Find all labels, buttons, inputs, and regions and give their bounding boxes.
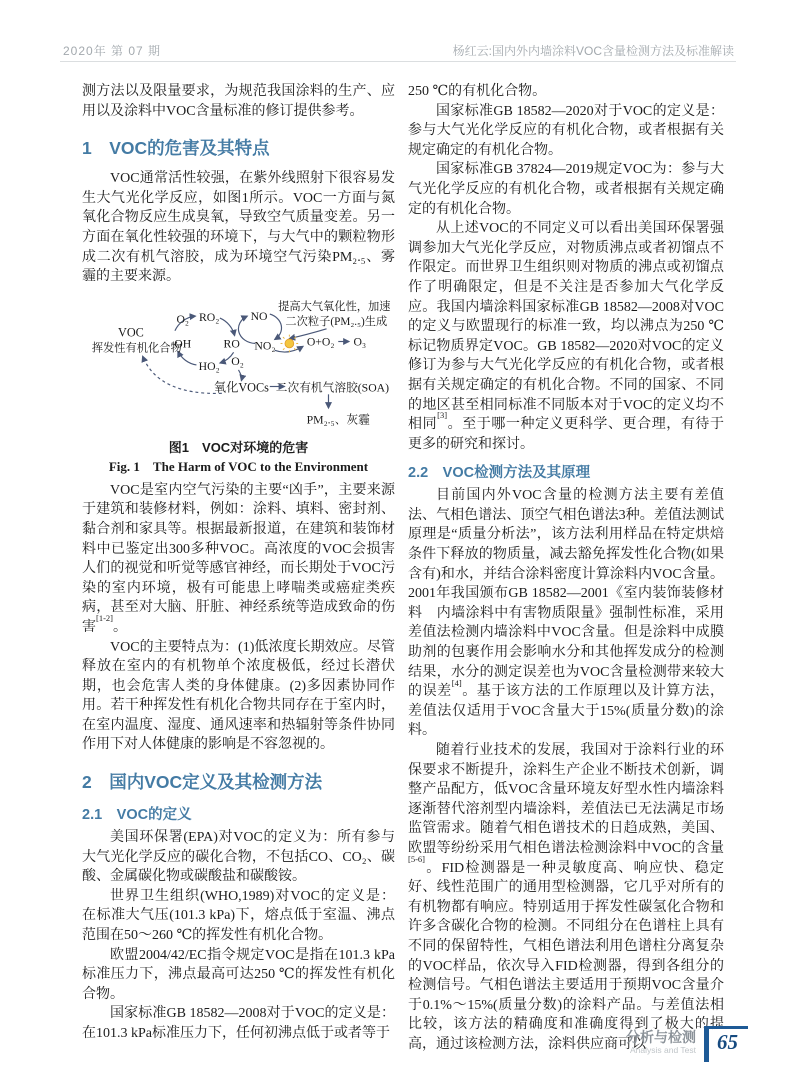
paragraph-gb37824-2019-definition: 国家标准GB 37824—2019规定VOC为：参与大气光化学反应的有机化合物，或者根据有关规定确定的有机化合物。 bbox=[408, 162, 724, 217]
label-no2: NO₂ bbox=[254, 339, 276, 353]
label-no: NO bbox=[250, 309, 268, 323]
paragraph-gb18582-2008-definition: 国家标准GB 18582—2008对于VOC的定义是：在101.3 kPa标准压力下，任何初沸点低于或者等于 bbox=[82, 1006, 395, 1041]
header-divider bbox=[60, 61, 736, 62]
section-2-heading: 2 国内VOC定义及其检测方法 bbox=[82, 772, 323, 793]
label-ro: RO bbox=[223, 337, 240, 351]
paragraph-voc-activity: VOC通常活性较强，在紫外线照射下很容易发生大气光化学反应，如图1所示。VOC一方面与氮氧化合物反应生成臭氧，导致空气质量变差。另一方面在氧化性较强的环境下，与大气中的颗粒物形成二次有机气溶胶，成为环境空气污染PM₂.₅、雾霾的主要来源。 bbox=[82, 171, 395, 285]
section-2-1-heading: 2.1 VOC的定义 bbox=[82, 807, 192, 824]
label-o3: O₃ bbox=[353, 335, 367, 349]
sun-icon bbox=[281, 334, 299, 352]
paragraph-text: 从上述VOC的不同定义可以看出美国环保署强调参加大气光化学反应，对物质沸点或者初馏点不作限定。而世界卫生组织则对物质的沸点或初馏点作了明确限定，但是不关注是否参加大气化学反应。我国内墙涂料国家标准GB 18582—2008对VOC的定义与欧盟现行的标准一致，均以沸点为250 ℃标记物质界定VOC。GB 18582—2020对VOC的定义修订为参与大气光化学反应的有机化合物，或者根据有关规定确定的有机化合物。不同的国家、不同的地区甚至相同标准不同版本对于VOC的定义均不相同 bbox=[408, 221, 724, 433]
footer-section-names bbox=[626, 1026, 696, 1056]
paragraph-detection-methods bbox=[408, 486, 724, 741]
paragraph-text: 。 bbox=[113, 619, 127, 635]
page-number: 65 bbox=[717, 1030, 738, 1054]
journal-issue: 2020年 第 07 期 bbox=[63, 44, 162, 58]
label-voc-subtitle: 挥发性有机化合物 bbox=[91, 342, 182, 355]
paragraph-text: 。至于哪一种定义更科学、更合理，有待于更多的研究和探讨。 bbox=[408, 417, 725, 452]
right-column bbox=[408, 82, 724, 1055]
section-1-heading: 1 VOC的危害及其特点 bbox=[82, 138, 270, 159]
citation-ref-5-6: [5-6] bbox=[408, 853, 425, 864]
label-oxidized-vocs: 氧化VOCs bbox=[213, 380, 269, 395]
label-ho2: HO₂ bbox=[198, 359, 220, 373]
label-o-plus-o2: O+O₂ bbox=[306, 335, 335, 349]
paragraph-voc-characteristics: VOC的主要特点为：(1)低浓度长期效应。尽管释放在室内的有机物单个浓度极低，经过长潜伏期，也会危害人类的身体健康。(2)多因素协同作用。若干种挥发性有机化合物共同存在于室内时，在室内温度、湿度、通风速率和热辐射等条件协同作用下对人体健康的影响是不容忽视的。 bbox=[82, 639, 395, 753]
paragraph-who-definition: 世界卫生组织(WHO,1989)对VOC的定义是：在标准大气压(101.3 kPa)下，熔点低于室温、沸点范围在50～260 ℃的挥发性有机化合物。 bbox=[82, 888, 395, 944]
paragraph-gc-method bbox=[408, 741, 724, 1055]
footer-section-en: Analysis and Test bbox=[630, 1045, 696, 1055]
figure-1-caption-en: Fig. 1 The Harm of VOC to the Environment bbox=[108, 458, 369, 474]
paragraph-gb18582-2020-definition: 国家标准GB 18582—2020对于VOC的定义是：参与大气光化学反应的有机化合物，或者根据有关规定确定的有机化合物。 bbox=[408, 103, 724, 158]
label-o2-bottom: O₂ bbox=[231, 354, 244, 368]
paragraph-text: 。FID检测器是一种灵敏度高、响应快、稳定好、线性范围广的通用型检测器，它几乎对所有的有机物都有响应。特别适用于挥发性碳氢化合物和许多含碳化合物的检测。不同组分在色谱柱上具有不同的保留特性，气相色谱法利用色谱柱分离复杂的VOC样品，依次导入FID检测器，得到各组分的检测信号。气相色谱法主要适用于预期VOC含量介于0.1%～15%(质量分数)的涂料产品。与差值法相比较，该方法的精确度和准确度得到了极大的提高，通过该检测方法，涂料供应商可以 bbox=[408, 860, 724, 1052]
figure-1-caption-zh: 图1 VOC对环境的危害 bbox=[168, 439, 309, 455]
section-2-2-heading: 2.2 VOC检测方法及其原理 bbox=[408, 465, 591, 482]
paragraph-epa-definition: 美国环保署(EPA)对VOC的定义为：所有参与大气光化学反应的碳化合物，不包括CO、CO₂、碳酸、金属碳化物或碳酸盐和碳酸铵。 bbox=[82, 830, 395, 885]
paragraph-text: 随着行业技术的发展，我国对于涂料行业的环保要求不断提升，涂料生产企业不断技术创新，调整产品配方，低VOC含量环境友好型水性内墙涂料逐渐替代溶剂型内墙涂料，差值法已无法满足市场监管需求。随着气相色谱技术的日趋成熟，美国、欧盟等纷纷采用气相色谱法检测涂料中VOC的含量 bbox=[408, 743, 724, 856]
label-soa: 二次有机气溶胶(SOA) bbox=[275, 381, 390, 395]
paragraph-continuation: 250 ℃的有机化合物。 bbox=[408, 84, 547, 99]
label-o2-top: O₂ bbox=[176, 312, 190, 326]
voc-cycle-diagram bbox=[82, 295, 395, 433]
paragraph-eu-definition: 欧盟2004/42/EC指令规定VOC是指在101.3 kPa标准压力下，沸点最高可达250 ℃的挥发性有机化合物。 bbox=[82, 947, 395, 1002]
paragraph-text: 。基于该方法的工作原理以及计算方法，差值法仅适用于VOC含量大于15%(质量分数)的涂料。 bbox=[408, 684, 725, 739]
citation-ref-1-2: [1-2] bbox=[96, 613, 113, 624]
paragraph-voc-indoor-harm bbox=[82, 481, 395, 638]
label-pm-haze: PM₂.₅、灰霾 bbox=[306, 413, 370, 427]
label-voc: VOC bbox=[118, 325, 144, 340]
citation-ref-4: [4] bbox=[451, 677, 462, 688]
label-ro2: RO₂ bbox=[198, 310, 220, 324]
page-number-box bbox=[704, 1026, 748, 1062]
label-oh: OH bbox=[174, 337, 192, 351]
paragraph-text: 目前国内外VOC含量的检测方法主要有差值法、气相色谱法、顶空气相色谱法3种。差值法测试原理是“质量分析法”，该方法利用样品在特定烘焙条件下释放的物质量，减去豁免挥发性化合物(如果含有)和水，并结合涂料密度计算涂料内VOC含量。2001年我国颁布GB 18582—2001《室内装饰装修材料 内墙涂料中有害物质限量》强制性标准，采用差值法检测内墙涂料中VOC含量。但是涂料中成膜助剂的包裹作用会影响水分和其他挥发成分的检测结果，水分的测定误差也为VOC含量检测带来较大的误差 bbox=[408, 488, 724, 700]
running-title: 杨红云:国内外内墙涂料VOC含量检测方法及标准解读 bbox=[452, 44, 734, 58]
page-footer bbox=[626, 1026, 748, 1062]
annotation-line1: 提高大气氧化性，加速 bbox=[278, 300, 391, 313]
left-column bbox=[82, 82, 395, 1044]
figure-1-diagram bbox=[82, 295, 395, 476]
paragraph-definition-comparison bbox=[408, 219, 724, 454]
footer-section-zh: 分析与检测 bbox=[626, 1029, 696, 1045]
paragraph-intro-continuation: 测方法以及限量要求，为规范我国涂料的生产、应用以及涂料中VOC含量标准的修订提供参考。 bbox=[82, 84, 395, 119]
paragraph-text: VOC是室内空气污染的主要“凶手”，主要来源于建筑和装修材料，例如：涂料、填料、密封剂、黏合剂和家具等。根据最新报道，在建筑和装饰材料中已鉴定出300多种VOC。高浓度的VOC会损害人们的视觉和听觉等感官神经，而长期处于VOC污染的室内环境，极有可能患上哮喘类或癌症类疾病，甚至对大脑、肝脏、神经系统等造成致命的伤害 bbox=[82, 482, 395, 635]
annotation-line2: 二次粒子(PM₂.₅)生成 bbox=[285, 315, 388, 328]
citation-ref-3: [3] bbox=[437, 410, 448, 421]
